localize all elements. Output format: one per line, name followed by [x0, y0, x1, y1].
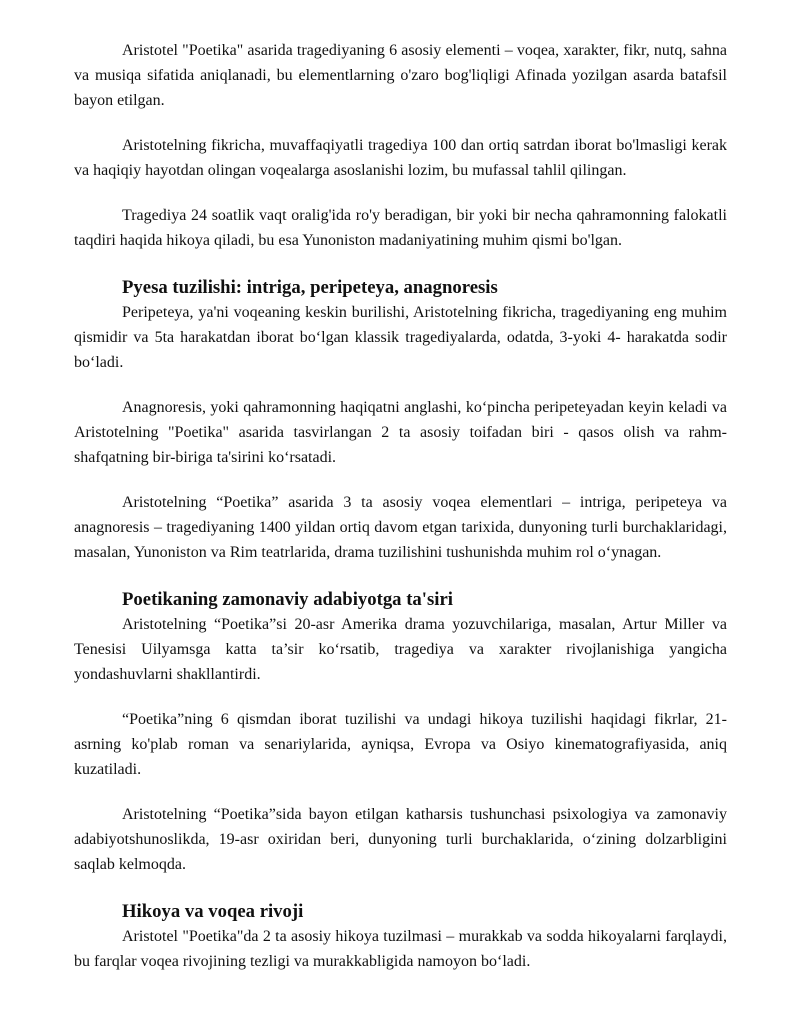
paragraph: Anagnoresis, yoki qahramonning haqiqatni anglashi, ko‘pincha peripeteyadan keyin keladi va Aristotelning "Poetika" asarida tasvirlangan 2 ta asosiy toifadan biri - qasos olish va rahm-shafqatning bir-biriga ta'sirini ko‘rsatadi.	[74, 399, 727, 466]
section-heading: Hikoya va voqea rivoji	[122, 901, 304, 922]
paragraph: Tragediya 24 soatlik vaqt oralig'ida ro'y beradigan, bir yoki bir necha qahramonning falokatli taqdiri haqida hikoya qiladi, bu esa Yunoniston madaniyatining muhim qismi bo'lgan.	[74, 207, 727, 249]
paragraph: Aristotel "Poetika" asarida tragediyaning 6 asosiy elementi – voqea, xarakter, fikr, nutq, sahna va musiqa sifatida aniqlanadi, bu elementlarning o'zaro bog'liqligi Afinada yozilgan asarda batafsil bayon etilgan.	[74, 42, 727, 109]
paragraph: Aristotelning “Poetika” asarida 3 ta asosiy voqea elementlari – intriga, peripeteya va anagnoresis – tragediyaning 1400 yildan ortiq davom etgan tarixida, dunyoning turli burchaklaridagi, masalan, Yunoniston va Rim teatrlarida, drama tuzilishini tushunishda muhim rol o‘ynagan.	[74, 494, 727, 561]
paragraph: Aristotel "Poetika"da 2 ta asosiy hikoya tuzilmasi – murakkab va sodda hikoyalarni farqlaydi, bu farqlar voqea rivojining tezligi va murakkabligida namoyon bo‘ladi.	[74, 928, 727, 970]
paragraph: Peripeteya, ya'ni voqeaning keskin burilishi, Aristotelning fikricha, tragediyaning eng muhim qismidir va 5ta harakatdan iborat bo‘lgan klassik tragediyalarda, odatda, 3-yoki 4- harakatda sodir bo‘ladi.	[74, 304, 727, 371]
section-heading: Poetikaning zamonaviy adabiyotga ta'siri	[122, 589, 453, 610]
document-page	[74, 38, 727, 974]
paragraph: Aristotelning “Poetika”sida bayon etilgan katharsis tushunchasi psixologiya va zamonaviy adabiyotshunoslikda, 19-asr oxiridan beri, dunyoning turli burchaklarida, o‘zining dolzarbligini saqlab kelmoqda.	[74, 806, 727, 873]
section-heading: Pyesa tuzilishi: intriga, peripeteya, anagnoresis	[122, 277, 498, 298]
paragraph: Aristotelning “Poetika”si 20-asr Amerika drama yozuvchilariga, masalan, Artur Miller va Tenesisi Uilyamsga katta ta’sir ko‘rsatib, tragediya va xarakter rivojlanishiga yangicha yondashuvlarni shakllantirdi.	[74, 616, 727, 683]
paragraph: “Poetika”ning 6 qismdan iborat tuzilishi va undagi hikoya tuzilishi haqidagi fikrlar, 21-asrning ko'plab roman va senariylarida, ayniqsa, Evropa va Osiyo kinematografiyasida, aniq kuzatiladi.	[74, 711, 727, 778]
paragraph: Aristotelning fikricha, muvaffaqiyatli tragediya 100 dan ortiq satrdan iborat bo'lmasligi kerak va haqiqiy hayotdan olingan voqealarga asoslanishi lozim, bu mufassal tahlil qilingan.	[74, 137, 727, 179]
